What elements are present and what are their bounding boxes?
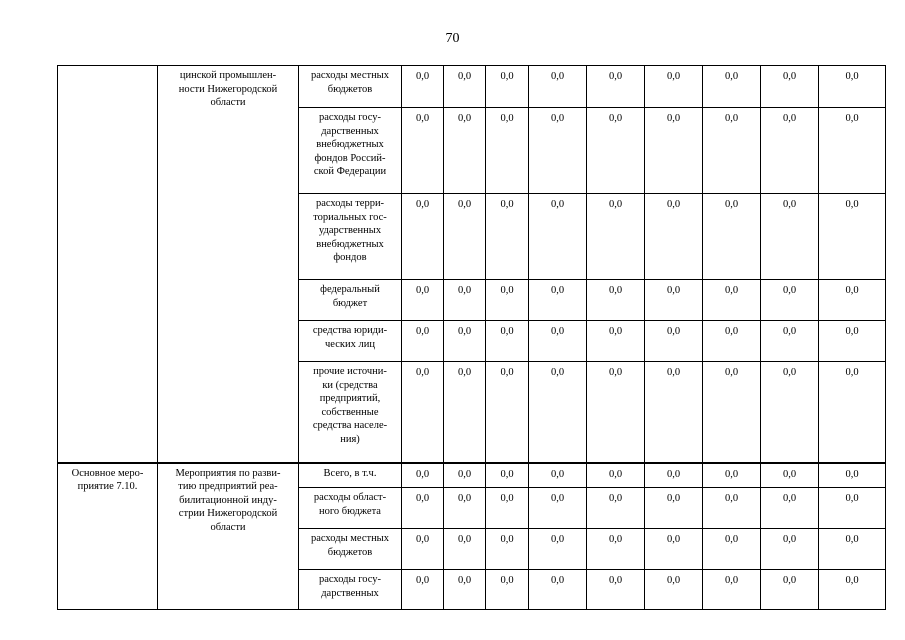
activity-id-cell (58, 66, 158, 463)
table-row (58, 66, 886, 108)
value-cell: 0,0 (444, 463, 486, 488)
value-cell: 0,0 (486, 321, 529, 362)
value-cell: 0,0 (486, 280, 529, 321)
value-cell: 0,0 (444, 570, 486, 610)
value-cell: 0,0 (703, 280, 761, 321)
value-cell: 0,0 (587, 570, 645, 610)
value-cell: 0,0 (444, 194, 486, 280)
activity-name-cell: цинской промышлен- ности Нижегородской области (158, 66, 299, 463)
value-cell: 0,0 (587, 194, 645, 280)
value-cell: 0,0 (587, 108, 645, 194)
value-cell: 0,0 (486, 66, 529, 108)
value-cell: 0,0 (819, 66, 886, 108)
value-cell: 0,0 (444, 321, 486, 362)
value-cell: 0,0 (529, 463, 587, 488)
value-cell: 0,0 (761, 194, 819, 280)
value-cell: 0,0 (529, 529, 587, 570)
value-cell: 0,0 (645, 529, 703, 570)
value-cell: 0,0 (444, 280, 486, 321)
value-cell: 0,0 (587, 463, 645, 488)
table-body (58, 66, 886, 610)
value-cell: 0,0 (587, 321, 645, 362)
value-cell: 0,0 (645, 321, 703, 362)
funding-source-cell: средства юриди- ческих лиц (299, 321, 402, 362)
value-cell: 0,0 (703, 529, 761, 570)
value-cell: 0,0 (645, 108, 703, 194)
value-cell: 0,0 (402, 321, 444, 362)
value-cell: 0,0 (444, 108, 486, 194)
value-cell: 0,0 (645, 463, 703, 488)
budget-table (57, 65, 886, 610)
value-cell: 0,0 (402, 488, 444, 529)
value-cell: 0,0 (486, 529, 529, 570)
value-cell: 0,0 (587, 280, 645, 321)
value-cell: 0,0 (402, 108, 444, 194)
value-cell: 0,0 (402, 194, 444, 280)
funding-source-cell: расходы местных бюджетов (299, 66, 402, 108)
value-cell: 0,0 (703, 570, 761, 610)
funding-source-cell: расходы госу- дарственных (299, 570, 402, 610)
value-cell: 0,0 (703, 321, 761, 362)
value-cell: 0,0 (529, 280, 587, 321)
value-cell: 0,0 (486, 362, 529, 463)
value-cell: 0,0 (819, 488, 886, 529)
activity-id-cell: Основное меро- приятие 7.10. (58, 463, 158, 610)
value-cell: 0,0 (486, 570, 529, 610)
value-cell: 0,0 (703, 66, 761, 108)
value-cell: 0,0 (402, 362, 444, 463)
value-cell: 0,0 (402, 66, 444, 108)
funding-source-cell: расходы госу- дарственных внебюджетных фондов Россий- ской Федерации (299, 108, 402, 194)
value-cell: 0,0 (529, 194, 587, 280)
funding-source-cell: федеральный бюджет (299, 280, 402, 321)
value-cell: 0,0 (444, 529, 486, 570)
value-cell: 0,0 (761, 362, 819, 463)
value-cell: 0,0 (819, 194, 886, 280)
value-cell: 0,0 (402, 570, 444, 610)
value-cell: 0,0 (761, 463, 819, 488)
value-cell: 0,0 (645, 488, 703, 529)
value-cell: 0,0 (444, 488, 486, 529)
value-cell: 0,0 (529, 321, 587, 362)
value-cell: 0,0 (587, 488, 645, 529)
value-cell: 0,0 (703, 463, 761, 488)
value-cell: 0,0 (703, 362, 761, 463)
value-cell: 0,0 (761, 108, 819, 194)
value-cell: 0,0 (645, 570, 703, 610)
value-cell: 0,0 (402, 463, 444, 488)
value-cell: 0,0 (703, 194, 761, 280)
value-cell: 0,0 (587, 362, 645, 463)
value-cell: 0,0 (486, 488, 529, 529)
value-cell: 0,0 (529, 362, 587, 463)
value-cell: 0,0 (761, 488, 819, 529)
value-cell: 0,0 (529, 488, 587, 529)
value-cell: 0,0 (587, 529, 645, 570)
value-cell: 0,0 (444, 362, 486, 463)
value-cell: 0,0 (703, 488, 761, 529)
value-cell: 0,0 (645, 280, 703, 321)
value-cell: 0,0 (761, 529, 819, 570)
funding-source-cell: прочие источни- ки (средства предприятий, собственные средства населе- ния) (299, 362, 402, 463)
value-cell: 0,0 (819, 321, 886, 362)
value-cell: 0,0 (402, 529, 444, 570)
value-cell: 0,0 (486, 463, 529, 488)
activity-name-cell: Мероприятия по разви- тию предприятий реа- билитационной инду- стрии Нижегородской области (158, 463, 299, 610)
value-cell: 0,0 (761, 570, 819, 610)
value-cell: 0,0 (761, 321, 819, 362)
value-cell: 0,0 (529, 570, 587, 610)
value-cell: 0,0 (819, 362, 886, 463)
value-cell: 0,0 (819, 280, 886, 321)
value-cell: 0,0 (486, 194, 529, 280)
value-cell: 0,0 (645, 362, 703, 463)
value-cell: 0,0 (761, 66, 819, 108)
value-cell: 0,0 (819, 463, 886, 488)
value-cell: 0,0 (486, 108, 529, 194)
value-cell: 0,0 (819, 108, 886, 194)
value-cell: 0,0 (529, 66, 587, 108)
value-cell: 0,0 (587, 66, 645, 108)
table-row (58, 463, 886, 488)
funding-source-cell: расходы местных бюджетов (299, 529, 402, 570)
value-cell: 0,0 (402, 280, 444, 321)
value-cell: 0,0 (761, 280, 819, 321)
funding-source-cell: Всего, в т.ч. (299, 463, 402, 488)
funding-source-cell: расходы област- ного бюджета (299, 488, 402, 529)
value-cell: 0,0 (645, 194, 703, 280)
value-cell: 0,0 (819, 529, 886, 570)
page-number: 70 (445, 31, 460, 46)
funding-source-cell: расходы терри- ториальных гос- ударственных внебюджетных фондов (299, 194, 402, 280)
value-cell: 0,0 (529, 108, 587, 194)
value-cell: 0,0 (819, 570, 886, 610)
value-cell: 0,0 (645, 66, 703, 108)
value-cell: 0,0 (444, 66, 486, 108)
value-cell: 0,0 (703, 108, 761, 194)
